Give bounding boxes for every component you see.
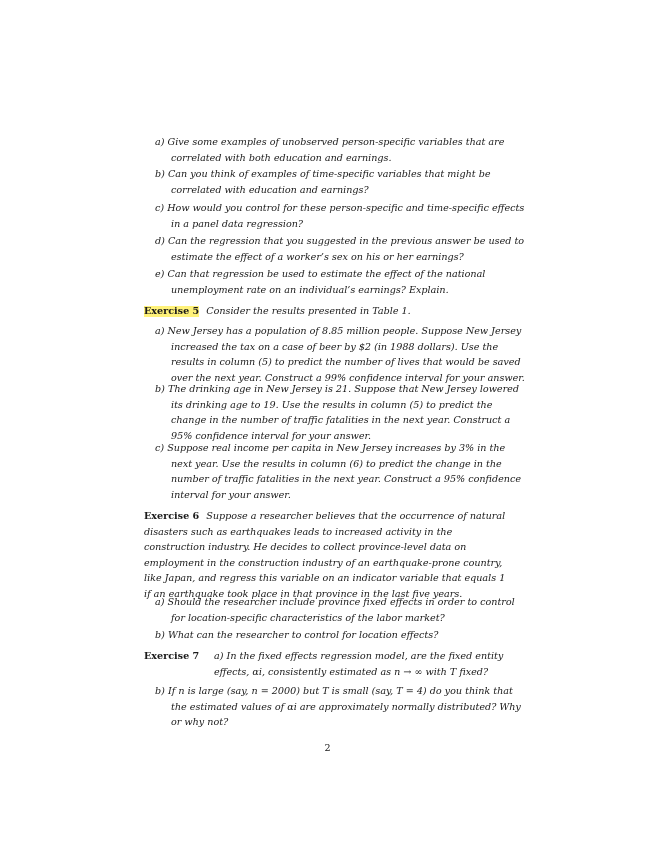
exercise-text: Suppose a researcher believes that the occurrence of natural disasters such as earthquakes leads to increased activity in the construction industry. He decides to collect province-level data on employment in the construction industry of an earthquake-prone country, like Japan, and regress this variable on an indicator variable that equals 1 if an earthquake took place in that province in the last five years.	[144, 511, 506, 600]
item-text: In the fixed effects regression model, are the fixed entity effects, αi, consistently estimated as n → ∞ with T fixed?	[214, 651, 504, 678]
list-item	[155, 382, 529, 444]
list-item	[155, 628, 529, 644]
item-label: d)	[155, 236, 165, 247]
item-text: New Jersey has a population of 8.85 million people. Suppose New Jersey increased the tax on a case of beer by $2 (in 1988 dollars). Use the results in column (5) to predict the number of lives that would be saved over the next year. Construct a 99% confidence interval for your answer.	[167, 326, 525, 384]
exercise-heading: Exercise 6	[144, 511, 200, 522]
item-label: a)	[214, 651, 224, 662]
list-item	[155, 684, 529, 731]
item-label: b)	[155, 630, 165, 641]
item-label: c)	[155, 203, 165, 214]
item-label: b)	[155, 169, 165, 180]
item-text: Can that regression be used to estimate the effect of the national unemployment rate on an individual’s earnings? Explain.	[167, 269, 486, 296]
item-text: The drinking age in New Jersey is 21. Suppose that New Jersey lowered its drinking age to 19. Use the results in column (5) to predict the change in the number of traffic fatalities in the next year. Construct a 95% confidence interval for your answer.	[167, 384, 520, 442]
exercise-6	[144, 509, 513, 602]
item-text: What can the researcher to control for location effects?	[167, 630, 439, 641]
list-item	[155, 324, 529, 386]
item-label: a)	[155, 137, 165, 148]
item-text: Should the researcher include province fixed effects in order to control for location-specific characteristics of the labor market?	[167, 597, 515, 624]
item-label: a)	[155, 326, 165, 337]
exercise-heading: Exercise 7	[144, 651, 200, 662]
item-text: Can the regression that you suggested in the previous answer be used to estimate the effect of a worker’s sex on his or her earnings?	[167, 236, 525, 263]
item-text: Give some examples of unobserved person-specific variables that are correlated with both education and earnings.	[167, 137, 505, 164]
list-item	[214, 649, 513, 680]
list-item	[155, 201, 529, 232]
item-text: Suppose real income per capita in New Jersey increases by 3% in the next year. Use the results in column (6) to predict the change in the number of traffic fatalities in the next year. Construct a 95% confidence interval for your answer.	[167, 443, 522, 501]
exercise-heading: Exercise 5	[144, 306, 200, 317]
item-text: Can you think of examples of time-specific variables that might be correlated with education and earnings?	[167, 169, 491, 196]
item-label: e)	[155, 269, 165, 280]
exercise-5	[144, 304, 513, 320]
exercise-text: Consider the results presented in Table 1.	[206, 306, 411, 317]
item-text: If n is large (say, n = 2000) but T is small (say, T = 4) do you think that the estimated values of αi are approximately normally distributed? Why or why not?	[167, 686, 521, 728]
list-item	[155, 441, 529, 503]
list-item	[155, 135, 529, 166]
item-text: How would you control for these person-specific and time-specific effects in a panel data regression?	[167, 203, 525, 230]
item-label: b)	[155, 384, 165, 395]
list-item	[155, 267, 529, 298]
item-label: b)	[155, 686, 165, 697]
list-item	[155, 595, 529, 626]
list-item	[155, 234, 529, 265]
item-label: a)	[155, 597, 165, 608]
list-item	[155, 167, 529, 198]
item-label: c)	[155, 443, 165, 454]
page-number: 2	[324, 743, 331, 754]
